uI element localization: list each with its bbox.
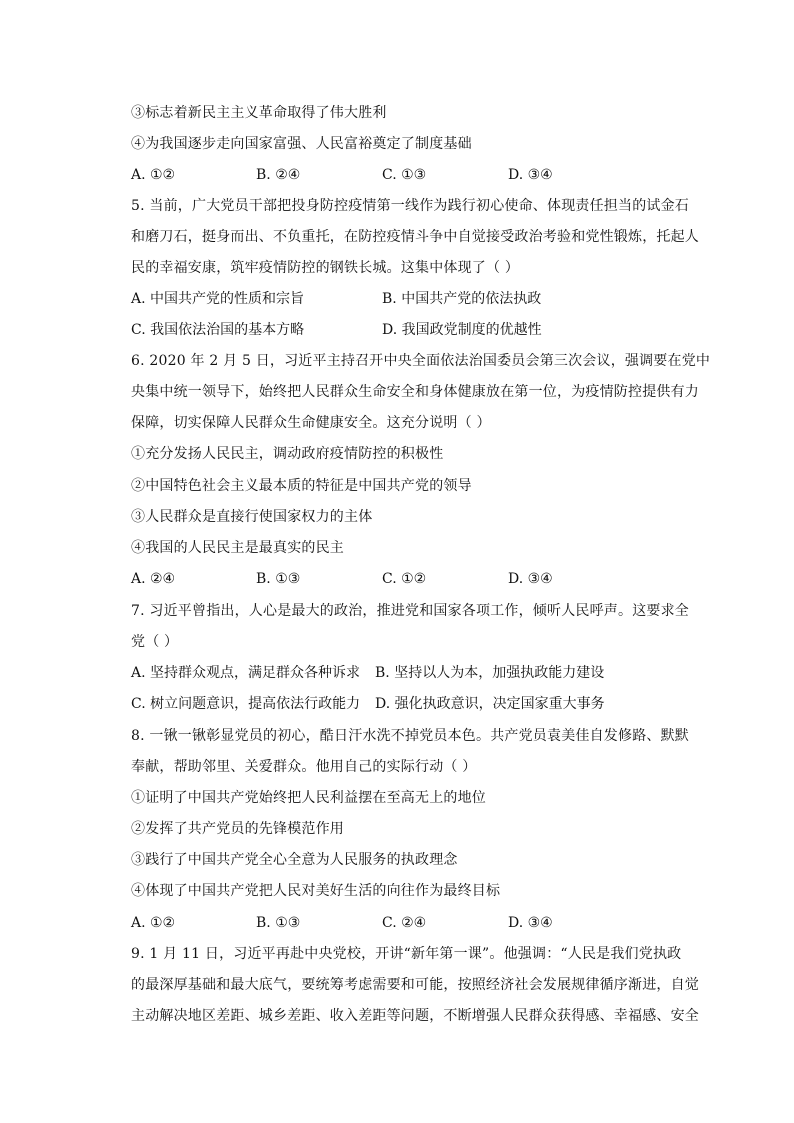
q6-options xyxy=(131,569,691,589)
q9-stem-line-3: 主动解决地区差距、城乡差距、收入差距等问题，不断增强人民群众获得感、幸福感、安全 xyxy=(131,1008,699,1024)
q5-options-row-2 xyxy=(131,320,691,340)
q7-stem-line-1: 7. 习近平曾指出，人心是最大的政治，推进党和国家各项工作，倾听人民呼声。这要求全 xyxy=(131,603,690,619)
q8-stem-line-1: 8. 一锹一锹彰显党员的初心，酷日汗水洗不掉党员本色。共产党员袁美佳自发修路、默默 xyxy=(131,728,690,744)
q7-option-d[interactable]: D. 强化执政意识，决定国家重大事务 xyxy=(375,696,605,712)
q8-options xyxy=(131,913,691,933)
q7-stem-line-2: 党（ ） xyxy=(131,634,179,650)
q5-stem-line-1: 5. 当前，广大党员干部把投身防控疫情第一线作为践行初心使命、体现责任担当的试金石 xyxy=(131,198,690,214)
q5-stem-line-3: 民的幸福安康，筑牢疫情防控的钢铁长城。这集中体现了（ ） xyxy=(131,260,520,276)
q5-option-a[interactable]: A. 中国共产党的性质和宗旨 xyxy=(131,291,305,307)
q8-item-1: ①证明了中国共产党始终把人民利益摆在至高无上的地位 xyxy=(131,790,486,806)
q7-options-row-1 xyxy=(131,663,691,683)
q4-option-c[interactable]: C. ①③ xyxy=(382,167,427,183)
q9-stem-line-2: 的最深厚基础和最大底气，要统筹考虑需要和可能，按照经济社会发展规律循序渐进，自觉 xyxy=(131,977,699,993)
q6-item-3: ③人民群众是直接行使国家权力的主体 xyxy=(131,509,373,525)
q9-stem-line-1: 9. 1 月 11 日，习近平再赴中央党校，开讲“新年第一课”。他强调：“人民是我们党执政 xyxy=(131,946,682,962)
q6-option-b[interactable]: B. ①③ xyxy=(256,571,301,587)
q5-option-c[interactable]: C. 我国依法治国的基本方略 xyxy=(131,322,305,338)
q4-option-d[interactable]: D. ③④ xyxy=(508,167,553,183)
q5-stem-line-2: 和磨刀石，挺身而出、不负重托，在防控疫情斗争中自觉接受政治考验和党性锻炼，托起人 xyxy=(131,229,699,245)
q7-option-a[interactable]: A. 坚持群众观点，满足群众各种诉求 xyxy=(131,665,361,681)
q6-stem-line-1: 6. 2020 年 2 月 5 日，习近平主持召开中央全面依法治国委员会第三次会议，强调要在党中 xyxy=(131,353,711,369)
q8-option-c[interactable]: C. ②④ xyxy=(382,915,427,931)
q8-option-a[interactable]: A. ①② xyxy=(131,915,176,931)
q4-item-3: ③标志着新民主主义革命取得了伟大胜利 xyxy=(131,105,387,121)
q6-option-d[interactable]: D. ③④ xyxy=(508,571,553,587)
q8-item-4: ④体现了中国共产党把人民对美好生活的向往作为最终目标 xyxy=(131,883,501,899)
q8-item-3: ③践行了中国共产党全心全意为人民服务的执政理念 xyxy=(131,852,458,868)
q5-option-b[interactable]: B. 中国共产党的依法执政 xyxy=(382,291,542,307)
q6-option-a[interactable]: A. ②④ xyxy=(131,571,176,587)
q4-options xyxy=(131,165,691,185)
q6-stem-line-2: 央集中统一领导下，始终把人民群众生命安全和身体健康放在第一位，为疫情防控提供有力 xyxy=(131,384,699,400)
q7-options-row-2 xyxy=(131,694,691,714)
q8-item-2: ②发挥了共产党员的先锋模范作用 xyxy=(131,821,344,837)
q7-option-b[interactable]: B. 坚持以人为本，加强执政能力建设 xyxy=(375,665,605,681)
q5-option-d[interactable]: D. 我国政党制度的优越性 xyxy=(382,322,542,338)
q6-item-1: ①充分发扬人民民主，调动政府疫情防控的积极性 xyxy=(131,446,444,462)
q4-option-a[interactable]: A. ①② xyxy=(131,167,176,183)
q4-option-b[interactable]: B. ②④ xyxy=(256,167,301,183)
q6-option-c[interactable]: C. ①② xyxy=(382,571,427,587)
q6-item-4: ④我国的人民民主是最真实的民主 xyxy=(131,540,344,556)
q8-stem-line-2: 奉献，帮助邻里、关爱群众。他用自己的实际行动（ ） xyxy=(131,759,477,775)
q8-option-d[interactable]: D. ③④ xyxy=(508,915,553,931)
q8-option-b[interactable]: B. ①③ xyxy=(256,915,301,931)
q6-stem-line-3: 保障，切实保障人民群众生命健康安全。这充分说明（ ） xyxy=(131,415,491,431)
q6-item-2: ②中国特色社会主义最本质的特征是中国共产党的领导 xyxy=(131,478,472,494)
q7-option-c[interactable]: C. 树立问题意识，提高依法行政能力 xyxy=(131,696,361,712)
q4-item-4: ④为我国逐步走向国家富强、人民富裕奠定了制度基础 xyxy=(131,136,472,152)
q5-options-row-1 xyxy=(131,289,691,309)
